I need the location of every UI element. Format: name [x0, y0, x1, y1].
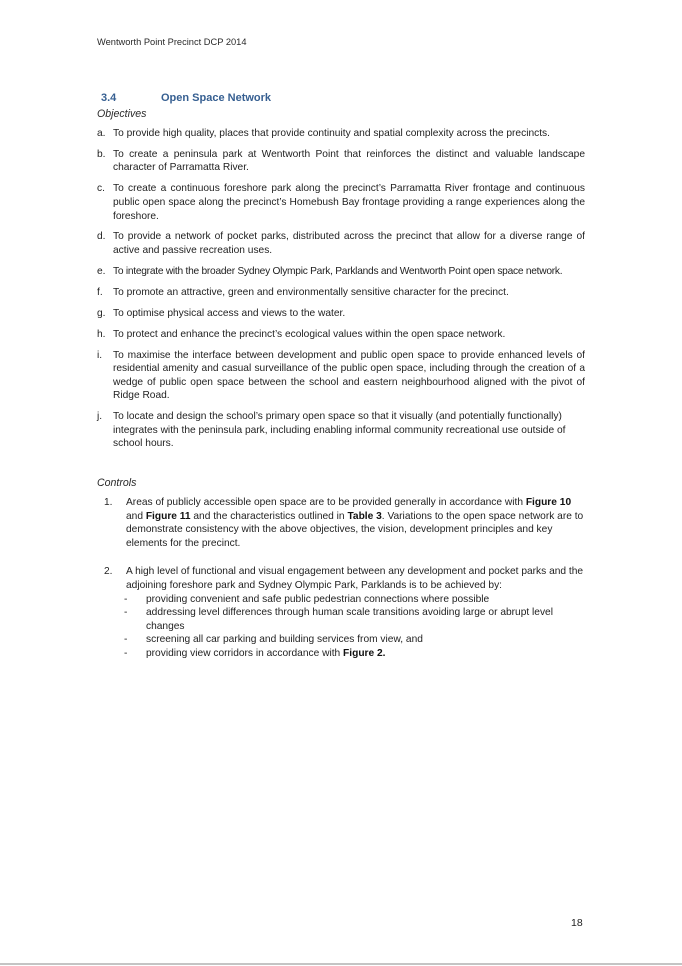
list-marker: j. [97, 411, 103, 423]
list-marker: 1. [104, 497, 113, 508]
objective-item [97, 127, 585, 141]
list-marker: c. [97, 183, 105, 195]
sublist-text: providing view corridors in accordance with [146, 647, 344, 659]
dash-marker: - [124, 634, 128, 646]
figure-reference: Figure 11 [145, 510, 191, 522]
objective-item [97, 182, 585, 223]
control-sublist [104, 593, 584, 661]
control-item [104, 565, 584, 660]
objective-item [97, 410, 585, 451]
page-bottom-divider [0, 963, 682, 965]
sublist-item [104, 606, 584, 633]
dash-marker: - [124, 593, 128, 605]
sublist-item [104, 647, 584, 661]
list-marker: h. [97, 328, 106, 340]
list-marker: 2. [104, 566, 113, 578]
section-title: Open Space Network [161, 92, 272, 104]
running-header: Wentworth Point Precinct DCP 2014 [97, 37, 247, 47]
objective-item [97, 307, 585, 321]
objective-text: To promote an attractive, green and environmentally sensitive character for the precinct. [113, 286, 509, 298]
control-text: and the characteristics outlined in [190, 510, 348, 522]
list-marker: g. [97, 307, 106, 319]
figure-reference: Figure 10 [525, 497, 572, 508]
objective-item [97, 328, 585, 342]
list-marker: i. [97, 349, 103, 361]
control-text: and [126, 510, 146, 522]
objective-text: To protect and enhance the precinct’s ecological values within the open space network. [113, 328, 506, 340]
objective-item [97, 265, 585, 279]
page-number: 18 [571, 917, 583, 929]
objective-item [97, 286, 585, 300]
list-marker: b. [97, 148, 106, 160]
list-marker: a. [97, 128, 106, 139]
sublist-item [104, 633, 584, 647]
objectives-heading: Objectives [97, 108, 147, 120]
dash-marker: - [124, 607, 128, 619]
controls-list [104, 496, 584, 661]
list-marker: e. [97, 265, 106, 277]
control-item [104, 496, 584, 550]
control-text: . Variations to the open space network are to demonstrate consistency with the above objectives, the vision, development principles and key elements for the precinct. [126, 510, 584, 549]
controls-heading: Controls [97, 477, 137, 489]
figure-reference: Figure 2. [343, 647, 386, 659]
objective-text: To integrate with the broader Sydney Olympic Park, Parklands and Wentworth Point open space network. [113, 265, 563, 277]
objective-text: To provide high quality, places that provide continuity and spatial complexity across the precincts. [113, 128, 550, 139]
dash-marker: - [124, 647, 128, 659]
control-text: A high level of functional and visual engagement between any development and pocket parks and the adjoining foreshore park and Sydney Olympic Park, Parklands is to be achieved by: [126, 566, 584, 591]
list-marker: f. [97, 286, 103, 298]
objective-item [97, 230, 585, 257]
objective-text: To create a continuous foreshore park along the precinct’s Parramatta River frontage and continuous public open space along the precinct’s Homebush Bay frontage providing a range experiences along the foreshore. [113, 183, 585, 222]
sublist-text: screening all car parking and building services from view, and [146, 634, 423, 646]
objective-item [97, 349, 585, 403]
section-number: 3.4 [101, 92, 117, 104]
objective-text: To locate and design the school’s primary open space so that it visually (and potentially functionally) integrates with the peninsula park, including enabling informal community recreational use outside of school hours. [113, 411, 566, 450]
objective-text: To create a peninsula park at Wentworth Point that reinforces the distinct and valuable landscape character of Parramatta River. [113, 148, 585, 174]
sublist-text: providing convenient and safe public pedestrian connections where possible [146, 593, 490, 605]
objectives-list [97, 127, 585, 458]
objective-text: To maximise the interface between development and public open space to provide enhanced levels of residential amenity and casual surveillance of the public open space, including through the creation of a wedge of public open space between the school and eastern neighbourhood aligned with the pivot of Ridge Road. [113, 349, 585, 402]
objective-text: To optimise physical access and views to the water. [113, 307, 346, 319]
objective-text: To provide a network of pocket parks, distributed across the precinct that allow for a diverse range of active and passive recreation uses. [113, 231, 585, 257]
table-reference: Table 3 [347, 510, 382, 522]
control-text: Areas of publicly accessible open space are to be provided generally in accordance with [126, 497, 526, 508]
list-marker: d. [97, 231, 106, 243]
objective-item [97, 148, 585, 175]
sublist-text: addressing level differences through human scale transitions avoiding large or abrupt level changes [146, 607, 553, 632]
section-heading [101, 92, 271, 104]
sublist-item [104, 593, 584, 607]
